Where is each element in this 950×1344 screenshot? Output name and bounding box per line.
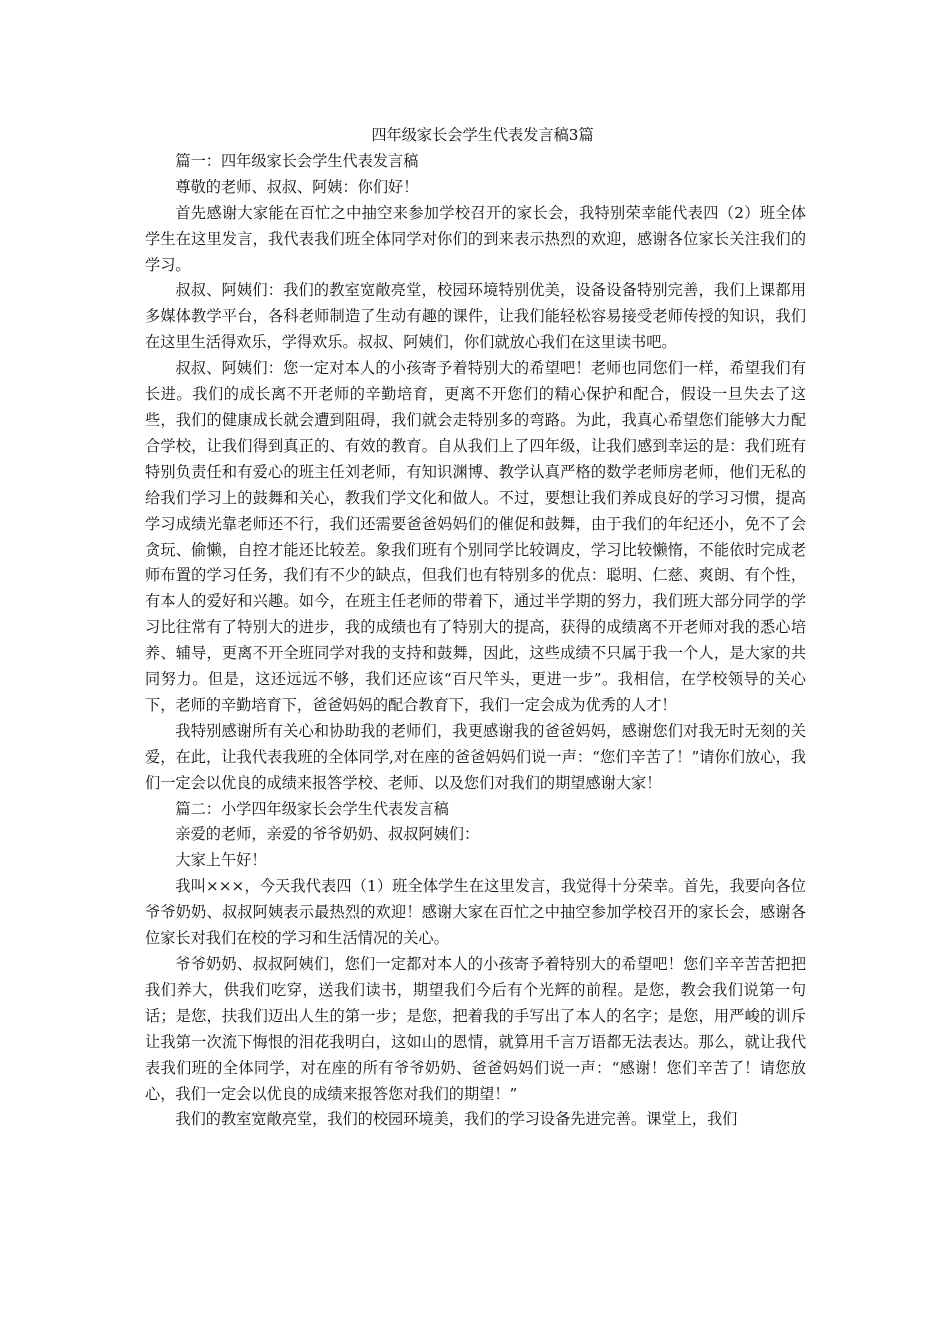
document-title: 四年级家长会学生代表发言稿3篇 [371, 126, 594, 144]
greeting-paragraph: 尊敬的老师、叔叔、阿姨：你们好！ [175, 177, 419, 196]
section-heading-2: 篇二：小学四年级家长会学生代表发言稿 [175, 799, 449, 818]
body-paragraph: 我叫×××，今天我代表四（1）班全体学生在这里发言，我觉得十分荣幸。首先，我要向各位爷爷奶奶、叔叔阿姨表示最热烈的欢迎！感谢大家在百忙之中抽空参加学校召开的家长会，感谢各位家长对我们在校的学习和生活情况的关心。 [145, 877, 806, 948]
section-heading-1: 篇一：四年级家长会学生代表发言稿 [175, 151, 419, 170]
body-paragraph: 我特别感谢所有关心和协助我的老师们，我更感谢我的爸爸妈妈，感谢您们对我无时无刻的关爱，在此，让我代表我班的全体同学,对在座的爸爸妈妈们说一声：“您们辛苦了！”请你们放心，我们一定会以优良的成绩来报答学校、老师、以及您们对我们的期望感谢大家！ [145, 721, 806, 792]
body-paragraph: 首先感谢大家能在百忙之中抽空来参加学校召开的家长会，我特别荣幸能代表四（2）班全体学生在这里发言，我代表我们班全体同学对你们的到来表示热烈的欢迎，感谢各位家长关注我们的学习。 [145, 203, 806, 274]
body-paragraph: 爷爷奶奶、叔叔阿姨们，您们一定都对本人的小孩寄予着特别大的希望吧！您们辛辛苦苦把把我们养大，供我们吃穿，送我们读书，期望我们今后有个光辉的前程。是您，教会我们说第一句话；是您，扶我们迈出人生的第一步；是您，把着我的手写出了本人的名字；是您，用严峻的训斥让我第一次流下悔恨的泪花我明白，这如山的恩情，就算用千言万语都无法表达。那么，就让我代表我们班的全体同学，对在座的所有爷爷奶奶、爸爸妈妈们说一声：“感谢！您们辛苦了！请您放心，我们一定会以优良的成绩来报答您对我们的期望！” [145, 955, 806, 1103]
greeting-paragraph: 大家上午好！ [175, 851, 267, 870]
greeting-paragraph: 亲爱的老师，亲爱的爷爷奶奶、叔叔阿姨们： [175, 825, 480, 844]
body-paragraph: 叔叔、阿姨们：您一定对本人的小孩寄予着特别大的希望吧！老师也同您们一样，希望我们有长进。我们的成长离不开老师的辛勤培育，更离不开您们的精心保护和配合，假设一旦失去了这些，我们的健康成长就会遭到阻碍，我们就会走特别多的弯路。为此，我真心希望您们能够大力配合学校，让我们得到真正的、有效的教育。自从我们上了四年级，让我们感到幸运的是：我们班有特别负责任和有爱心的班主任刘老师，有知识渊博、教学认真严格的数学老师房老师，他们无私的给我们学习上的鼓舞和关心，教我们学文化和做人。不过，要想让我们养成良好的学习习惯，提高学习成绩光靠老师还不行，我们还需要爸爸妈妈们的催促和鼓舞，由于我们的年纪还小，免不了会贪玩、偷懒，自控才能还比较差。象我们班有个别同学比较调皮，学习比较懒惰，不能依时完成老师布置的学习任务，我们有不少的缺点，但我们也有特别多的优点：聪明、仁慈、爽朗、有个性，有本人的爱好和兴趣。如今，在班主任老师的带着下，通过半学期的努力，我们班大部分同学的学习比往常有了特别大的进步，我的成绩也有了特别大的提高，获得的成绩离不开老师对我的悉心培养、辅导，更离不开全班同学对我的支持和鼓舞，因此，这些成绩不只属于我一个人，是大家的共同努力。但是，这还远远不够，我们还应该“百尺竿头，更进一步”。我相信，在学校领导的关心下，老师的辛勤培育下，爸爸妈妈的配合教育下，我们一定会成为优秀的人才！ [145, 359, 806, 714]
body-paragraph: 叔叔、阿姨们：我们的教室宽敞亮堂，校园环境特别优美，设备设备特别完善，我们上课都用多媒体教学平台，各科老师制造了生动有趣的课件，让我们能轻松容易接受老师传授的知识，我们在这里生活得欢乐，学得欢乐。叔叔、阿姨们，你们就放心我们在这里读书吧。 [145, 281, 806, 352]
document-body [145, 123, 806, 1133]
body-paragraph: 我们的教室宽敞亮堂，我们的校园环境美，我们的学习设备先进完善。课堂上，我们 [175, 1110, 738, 1129]
